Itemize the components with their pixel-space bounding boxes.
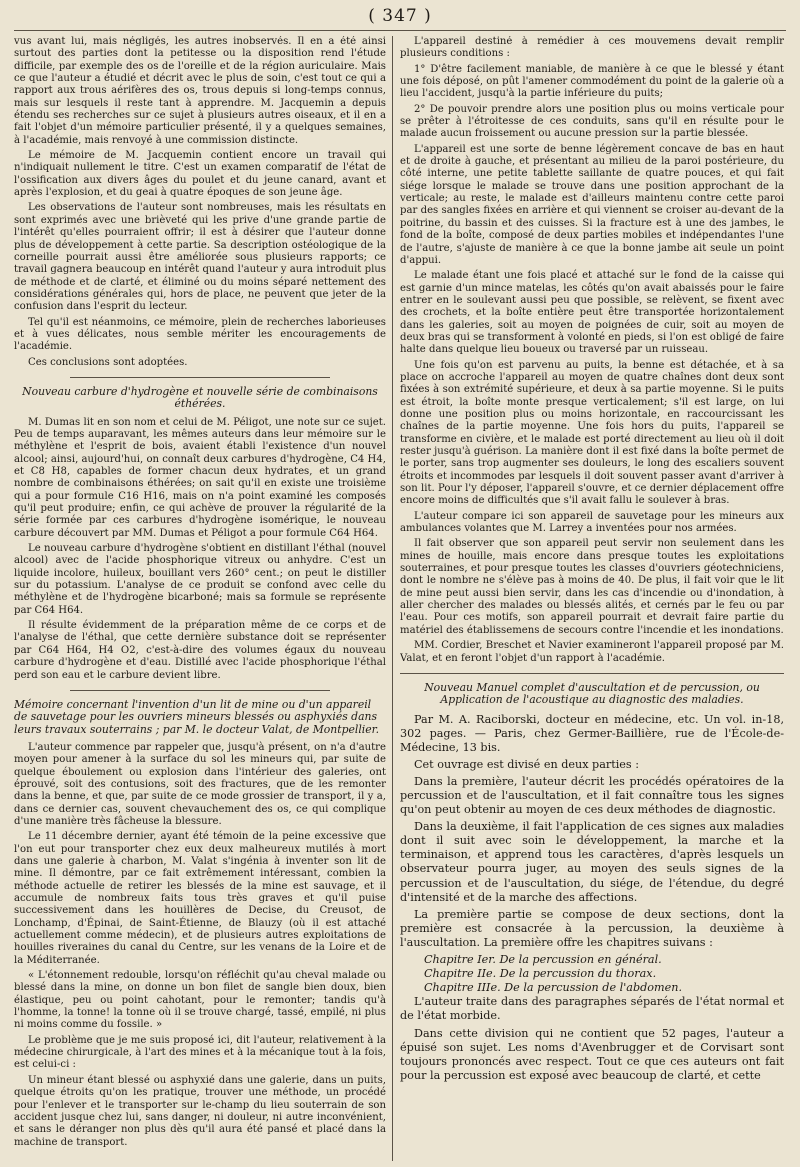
column-rule: [392, 36, 393, 1161]
section-rule: [400, 673, 784, 674]
paragraph: Ces conclusions sont adoptées.: [28, 356, 188, 368]
paragraph: Dans cette division qui ne contient que 52 pages, l'auteur a épuisé son sujet. Les noms d'Avenbrugger et de Corvisart sont toujours prononcés avec respect. Tout ce que ces auteurs ont fait pour la percussion est exposé avec beaucoup de clarté, et cette: [400, 1026, 784, 1082]
section-title: Mémoire concernant l'invention d'un lit de mine ou d'un appareil de sauvetage pour les ouvriers mineurs blessés ou asphyxiés dans leurs travaux souterrains ; par M. le docteur Valat, de Montpellier.: [14, 697, 380, 736]
paragraph: Tel qu'il est néanmoins, ce mémoire, plein de recherches laborieuses et à vues délicates, nous semble mériter les encouragements de l'académie.: [14, 316, 386, 353]
paragraph: Une fois qu'on est parvenu au puits, la benne est détachée, et à sa place on accroche l'appareil au moyen de quatre chaînes dont deux sont fixées à son extrémité supérieure, et deux à sa partie moyenne. Si le puits est étroit, la boîte monte presque verticalement; s'il est large, on lui donne une position plus ou moins horizontale, en raccourcissant les chaînes de la partie moyenne. Une fois hors du puits, l'appareil se transforme en civière, et le malade est porté directement au lieu où il doit rester jusqu'à guérison. La manière dont il est fixé dans la boîte permet de le porter, sans trop augmenter ses douleurs, le long des escaliers souvent étroits et incommodes par lesquels il doit souvent passer avant d'arriver à son lit. Pour l'y déposer, l'appareil s'ouvre, et ce dernier déplacement offre encore moins de difficultés que s'il avait fallu le soulever à bras.: [400, 359, 784, 507]
paragraph: Il fait observer que son appareil peut servir non seulement dans les mines de houille, mais encore dans presque toutes les exploitations souterraines, et pour presque toutes les classes d'ouvriers géotechniciens, dont le nombre ne s'élève pas à moins de 40. De plus, il fait voir que le lit de mine peut aussi bien servir, dans les cas d'incendie ou d'inondation, à aller chercher des malades ou blessés alités, et cernés par le feu ou par l'eau. Pour ces motifs, son appareil pourrait et devrait faire partie du matériel des établissemens de secours contre l'incendie et les inondations.: [400, 538, 784, 636]
paragraph: Le mémoire de M. Jacquemin contient encore un travail qui n'indiquait nullement le titre. C'est un examen comparatif de l'état de l'ossification aux divers âges du poulet et du jeune canard, avant et après l'explosion, et du geai à quatre époques de son jeune âge.: [14, 150, 386, 199]
paragraph: L'auteur compare ici son appareil de sauvetage pour les mineurs aux ambulances volantes que M. Larrey a inventées pour nos armées.: [400, 510, 784, 535]
chapter-item: Chapitre IIIe. De la percussion de l'abdomen.: [424, 981, 683, 995]
paragraph: L'appareil est une sorte de benne légèrement concave de bas en haut et de droite à gauche, et présentant au milieu de la paroi postérieure, du côté interne, une petite tablette saillante de quatre pouces, et qui fait siége lorsque le malade se trouve dans une position approchant de la verticale; au reste, le malade est d'ailleurs maintenu contre cette paroi par des sangles fixées en arrière et qui viennent se croiser au-devant de la poitrine, du bassin et des cuisses. Si la fracture est à une des jambes, le fond de la boîte, composé de deux parties mobiles et indépendantes l'une de l'autre, s'ajuste de manière à ce que la bonne jambe ait seule un point d'appui.: [400, 143, 784, 266]
paragraph: Le problème que je me suis proposé ici, dit l'auteur, relativement à la médecine chirurgicale, à l'art des mines et à la mécanique tout à la fois, est celui-ci :: [14, 1034, 386, 1071]
paragraph: Le nouveau carbure d'hydrogène s'obtient en distillant l'éthal (nouvel alcool) avec de l'acide phosphorique vitreux ou anhydre. C'est un liquide incolore, huileux, bouillant vers 260° cent.; on peut le distiller sur du potassium. L'analyse de ce produit se confond avec celle du méthylène et de l'hydrogène bicarboné; mais sa formule se représente par C64 H64.: [14, 543, 386, 616]
paragraph: « L'étonnement redouble, lorsqu'on réfléchit qu'au cheval malade ou blessé dans la mine, on donne un bon filet de sangle bien doux, bien élastique, peu ou point cahotant, pour le remonter; tandis qu'à l'homme, la tonne! la tonne où il se trouve chargé, tassé, empilé, ni plus ni moins comme du fossile. »: [14, 970, 386, 1031]
page-number: ( 347 ): [368, 6, 432, 26]
paragraph: MM. Cordier, Breschet et Navier examineront l'appareil proposé par M. Valat, et en feront l'objet d'un rapport à l'académie.: [400, 640, 784, 664]
paragraph: L'appareil destiné à remédier à ces mouvemens devait remplir plusieurs conditions :: [400, 36, 784, 60]
book-title: Nouveau Manuel complet d'auscultation et de percussion, ou Application de l'acoustique au diagnostic des maladies.: [424, 680, 760, 707]
paragraph: L'auteur traite dans des paragraphes séparés de l'état normal et de l'état morbide.: [400, 995, 784, 1023]
section-rule: [70, 377, 330, 378]
paragraph: Le 11 décembre dernier, ayant été témoin de la peine excessive que l'on eut pour transporter chez eux deux malheureux mutilés à mort dans une galerie à charbon, M. Valat s'ingénia à inventer son lit de mine. Il démontre, par ce fait extrêmement intéressant, combien la méthode actuelle de retirer les blessés de la mine est sauvage, et il accumule de nombreux faits tous très graves et qu'il puise successivement dans les houillères de Decise, du Creusot, de Lonchamp, d'Épinai, de Saint-Étienne, de Blauzy (où il est attaché actuellement comme médecin), et de plusieurs autres exploitations de houilles riveraines du canal du Centre, sur les venans de la Loire et de la Méditerranée.: [14, 831, 386, 966]
paragraph: Le malade étant une fois placé et attaché sur le fond de la caisse qui est garnie d'un mince matelas, les côtés qu'on avait abaissés pour le faire entrer en le soulevant aussi peu que possible, se relèvent, se fixent avec des crochets, et la boîte entière peut être transportée horizontalement dans les galeries, soit au moyen de poignées de cuir, soit au moyen de deux bras qui se transforment à volonté en pieds, si l'on est obligé de faire halte dans quelque lieu boueux ou traversé par un ruisseau.: [400, 270, 784, 356]
paragraph: Il résulte évidemment de la préparation même de ce corps et de l'analyse de l'éthal, que cette dernière substance doit se représenter par C64 H64, H4 O2, c'est-à-dire des volumes égaux du nouveau carbure d'hydrogène et d'eau. Distillé avec l'acide phosphorique l'éthal perd son eau et le carbure devient libre.: [14, 620, 386, 681]
paragraph: 1° D'être facilement maniable, de manière à ce que le blessé y étant une fois déposé, on pût l'amener commodément du point de la galerie où a lieu l'accident, jusqu'à la partie inférieure du puits;: [400, 63, 784, 100]
book-entry: Par M. A. Raciborski, docteur en médecine, etc. Un vol. in-18, 302 pages. — Paris, chez Germer-Baillière, rue de l'École-de-Médecine, 13 bis.: [400, 712, 784, 754]
paragraph: Dans la première, l'auteur décrit les procédés opératoires de la percussion et de l'auscultation, et il fait connaître tous les signes qu'on peut obtenir au moyen de ces deux méthodes de diagnostic.: [400, 774, 784, 817]
section-rule: [70, 690, 330, 691]
paragraph: M. Dumas lit en son nom et celui de M. Péligot, une note sur ce sujet. Peu de temps auparavant, les mêmes auteurs dans leur mémoire sur le méthylène et l'esprit de bois, avaient établi l'existence d'un nouvel alcool; ainsi, aujourd'hui, on connaît deux carbures d'hydrogène, C4 H4, et C8 H8, capables de former chacun deux hydrates, et un grand nombre de combinaisons éthérées; on sait qu'il en existe une troisième qui a pour formule C16 H16, mais on n'a point examiné les composés qu'il peut produire; enfin, ce qui achève de prouver la régularité de la série formée par ces carbures d'hydrogène isomérique, le nouveau carbure découvert par MM. Dumas et Péligot a pour formule C64 H64.: [14, 416, 386, 539]
paragraph: L'auteur commence par rappeler que, jusqu'à présent, on n'a d'autre moyen pour amener à la surface du sol les mineurs qui, par suite de quelque éboulement ou explosion dans l'intérieur des galeries, ont éprouvé, soit des contusions, soit des fractures, que de les remonter dans la benne, et que, par suite de ce mode grossier de transport, il y a, dans ce dernier cas, souvent chevauchement des os, ce qui complique d'une manière très fâcheuse la blessure.: [14, 741, 386, 827]
chapter-item: Chapitre IIe. De la percussion du thorax.: [424, 967, 657, 981]
book-review: [400, 713, 784, 1083]
chapter-item: Chapitre Ier. De la percussion en général.: [424, 953, 662, 967]
paragraph: Dans la deuxième, il fait l'application de ces signes aux maladies dont il suit avec soin le développement, la marche et la terminaison, et apprend tous les caractères, d'après lesquels un observateur pourra juger, au moyen des seuls signes de la percussion et de l'auscultation, du siége, de l'étendue, du degré d'intensité et de la marche des affections.: [400, 820, 784, 904]
section-title: Nouveau carbure d'hydrogène et nouvelle série de combinaisons éthérées.: [22, 384, 378, 411]
paragraph: La première partie se compose de deux sections, dont la première est consacrée à la percussion, la deuxième à l'auscultation. La première offre les chapitres suivans :: [400, 907, 784, 949]
paragraph: Cet ouvrage est divisé en deux parties :: [414, 757, 639, 771]
paragraph: Un mineur étant blessé ou asphyxié dans une galerie, dans un puits, quelque étroits qu'on les pratique, trouver une méthode, un procédé pour l'enlever et le transporter sur le-champ du lieu souterrain de son accident jusque chez lui, sans danger, ni douleur, ni autre inconvénient, et sans le déranger non plus dès qu'il aura été pansé et placé dans la machine de transport.: [14, 1074, 386, 1148]
paragraph: vus avant lui, mais négligés, les autres inobservés. Il en a été ainsi surtout des parties dont la petitesse ou la disposition rend l'étude difficile, par exemple des os de l'oreille et de la région auriculaire. Mais ce que l'auteur a étudié et décrit avec le plus de soin, c'est tout ce qui a rapport aux trous aérifères des os, trous depuis si long-temps connus, mais sur lesquels il reste tant à apprendre. M. Jacquemin a depuis étendu ses recherches sur ce sujet à plusieurs autres oiseaux, et il en a fait l'objet d'un mémoire particulier présenté, il y a quelques semaines, à l'académie, mais renvoyé à une commission distincte.: [14, 36, 386, 146]
paragraph: Les observations de l'auteur sont nombreuses, mais les résultats en sont exprimés avec une brièveté qui les prive d'une grande partie de l'intérêt qu'elles pourraient offrir; il est à désirer que l'auteur donne plus de développement à cette partie. Sa description ostéologique de la corneille pourrait aussi être améliorée sous plusieurs rapports; ce travail gagnera beaucoup en intérêt quand l'auteur y aura introduit plus de méthode et de clarté, et éliminé ou du moins séparé nettement des considérations générales qui, hors de place, ne peuvent que jeter de la confusion dans l'esprit du lecteur.: [14, 202, 386, 313]
right-column: [400, 36, 784, 1163]
paragraph: 2° De pouvoir prendre alors une position plus ou moins verticale pour se prêter à l'étroitesse de ces conduits, sans qu'il en résulte pour le malade aucun froissement ou aucune pression sur la partie blessée.: [400, 103, 784, 140]
left-column: [14, 36, 386, 1163]
header-rule: [14, 30, 786, 31]
